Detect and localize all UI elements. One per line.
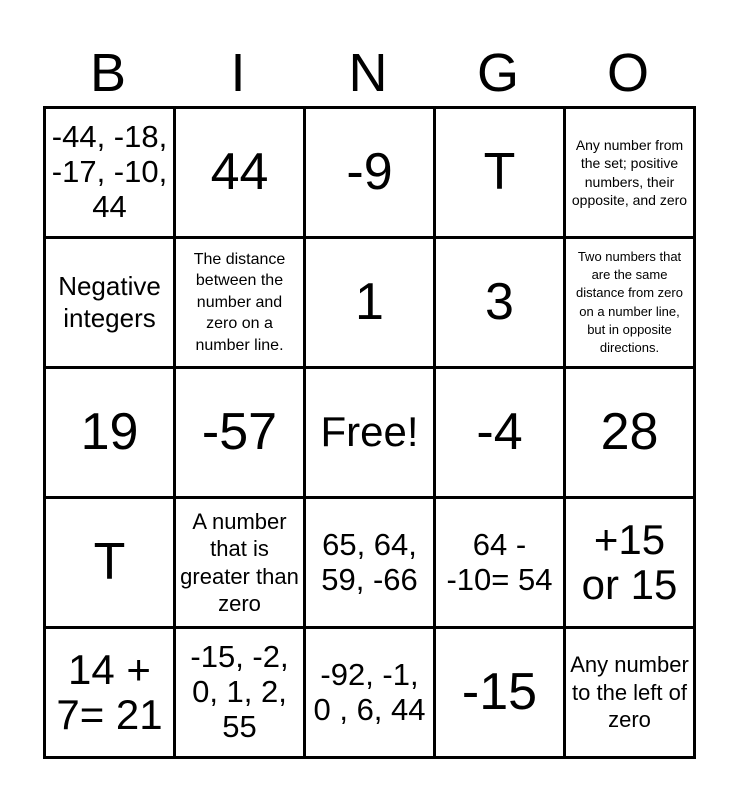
bingo-cell-r4c2[interactable]: A number that is greater than zero (176, 499, 306, 629)
bingo-cell-r4c1[interactable]: T (46, 499, 176, 629)
bingo-cell-free[interactable]: Free! (306, 369, 436, 499)
bingo-cell-r2c3[interactable]: 1 (306, 239, 436, 369)
bingo-cell-r1c1[interactable]: -44, -18, -17, -10, 44 (46, 109, 176, 239)
bingo-cell-r2c2[interactable]: The distance between the number and zero on a number line. (176, 239, 306, 369)
bingo-cell-r2c1[interactable]: Negative integers (46, 239, 176, 369)
bingo-cell-r2c5[interactable]: Two numbers that are the same distance from zero on a number line, but in opposite directions. (566, 239, 696, 369)
header-letter-g: G (476, 43, 519, 103)
bingo-header (43, 40, 693, 106)
bingo-cell-r4c3[interactable]: 65, 64, 59, -66 (306, 499, 436, 629)
bingo-cell-r1c2[interactable]: 44 (176, 109, 306, 239)
bingo-cell-r5c4[interactable]: -15 (436, 629, 566, 759)
bingo-cell-r5c3[interactable]: -92, -1, 0 , 6, 44 (306, 629, 436, 759)
bingo-cell-r5c1[interactable]: 14 + 7= 21 (46, 629, 176, 759)
header-letter-o: O (606, 43, 649, 103)
bingo-cell-r5c5[interactable]: Any number to the left of zero (566, 629, 696, 759)
bingo-cell-r3c4[interactable]: -4 (436, 369, 566, 499)
bingo-cell-r4c5[interactable]: +15 or 15 (566, 499, 696, 629)
bingo-cell-r3c2[interactable]: -57 (176, 369, 306, 499)
bingo-cell-r1c4[interactable]: T (436, 109, 566, 239)
bingo-cell-r4c4[interactable]: 64 - -10= 54 (436, 499, 566, 629)
header-letter-i: I (230, 43, 246, 103)
bingo-cell-r5c2[interactable]: -15, -2, 0, 1, 2, 55 (176, 629, 306, 759)
bingo-cell-r3c5[interactable]: 28 (566, 369, 696, 499)
header-letter-b: B (89, 43, 127, 103)
bingo-cell-r1c5[interactable]: Any number from the set; positive numbers, their opposite, and zero (566, 109, 696, 239)
bingo-cell-r1c3[interactable]: -9 (306, 109, 436, 239)
header-letter-n: N (348, 43, 388, 103)
bingo-cell-r2c4[interactable]: 3 (436, 239, 566, 369)
bingo-cell-r3c1[interactable]: 19 (46, 369, 176, 499)
bingo-card-grid (43, 106, 696, 759)
